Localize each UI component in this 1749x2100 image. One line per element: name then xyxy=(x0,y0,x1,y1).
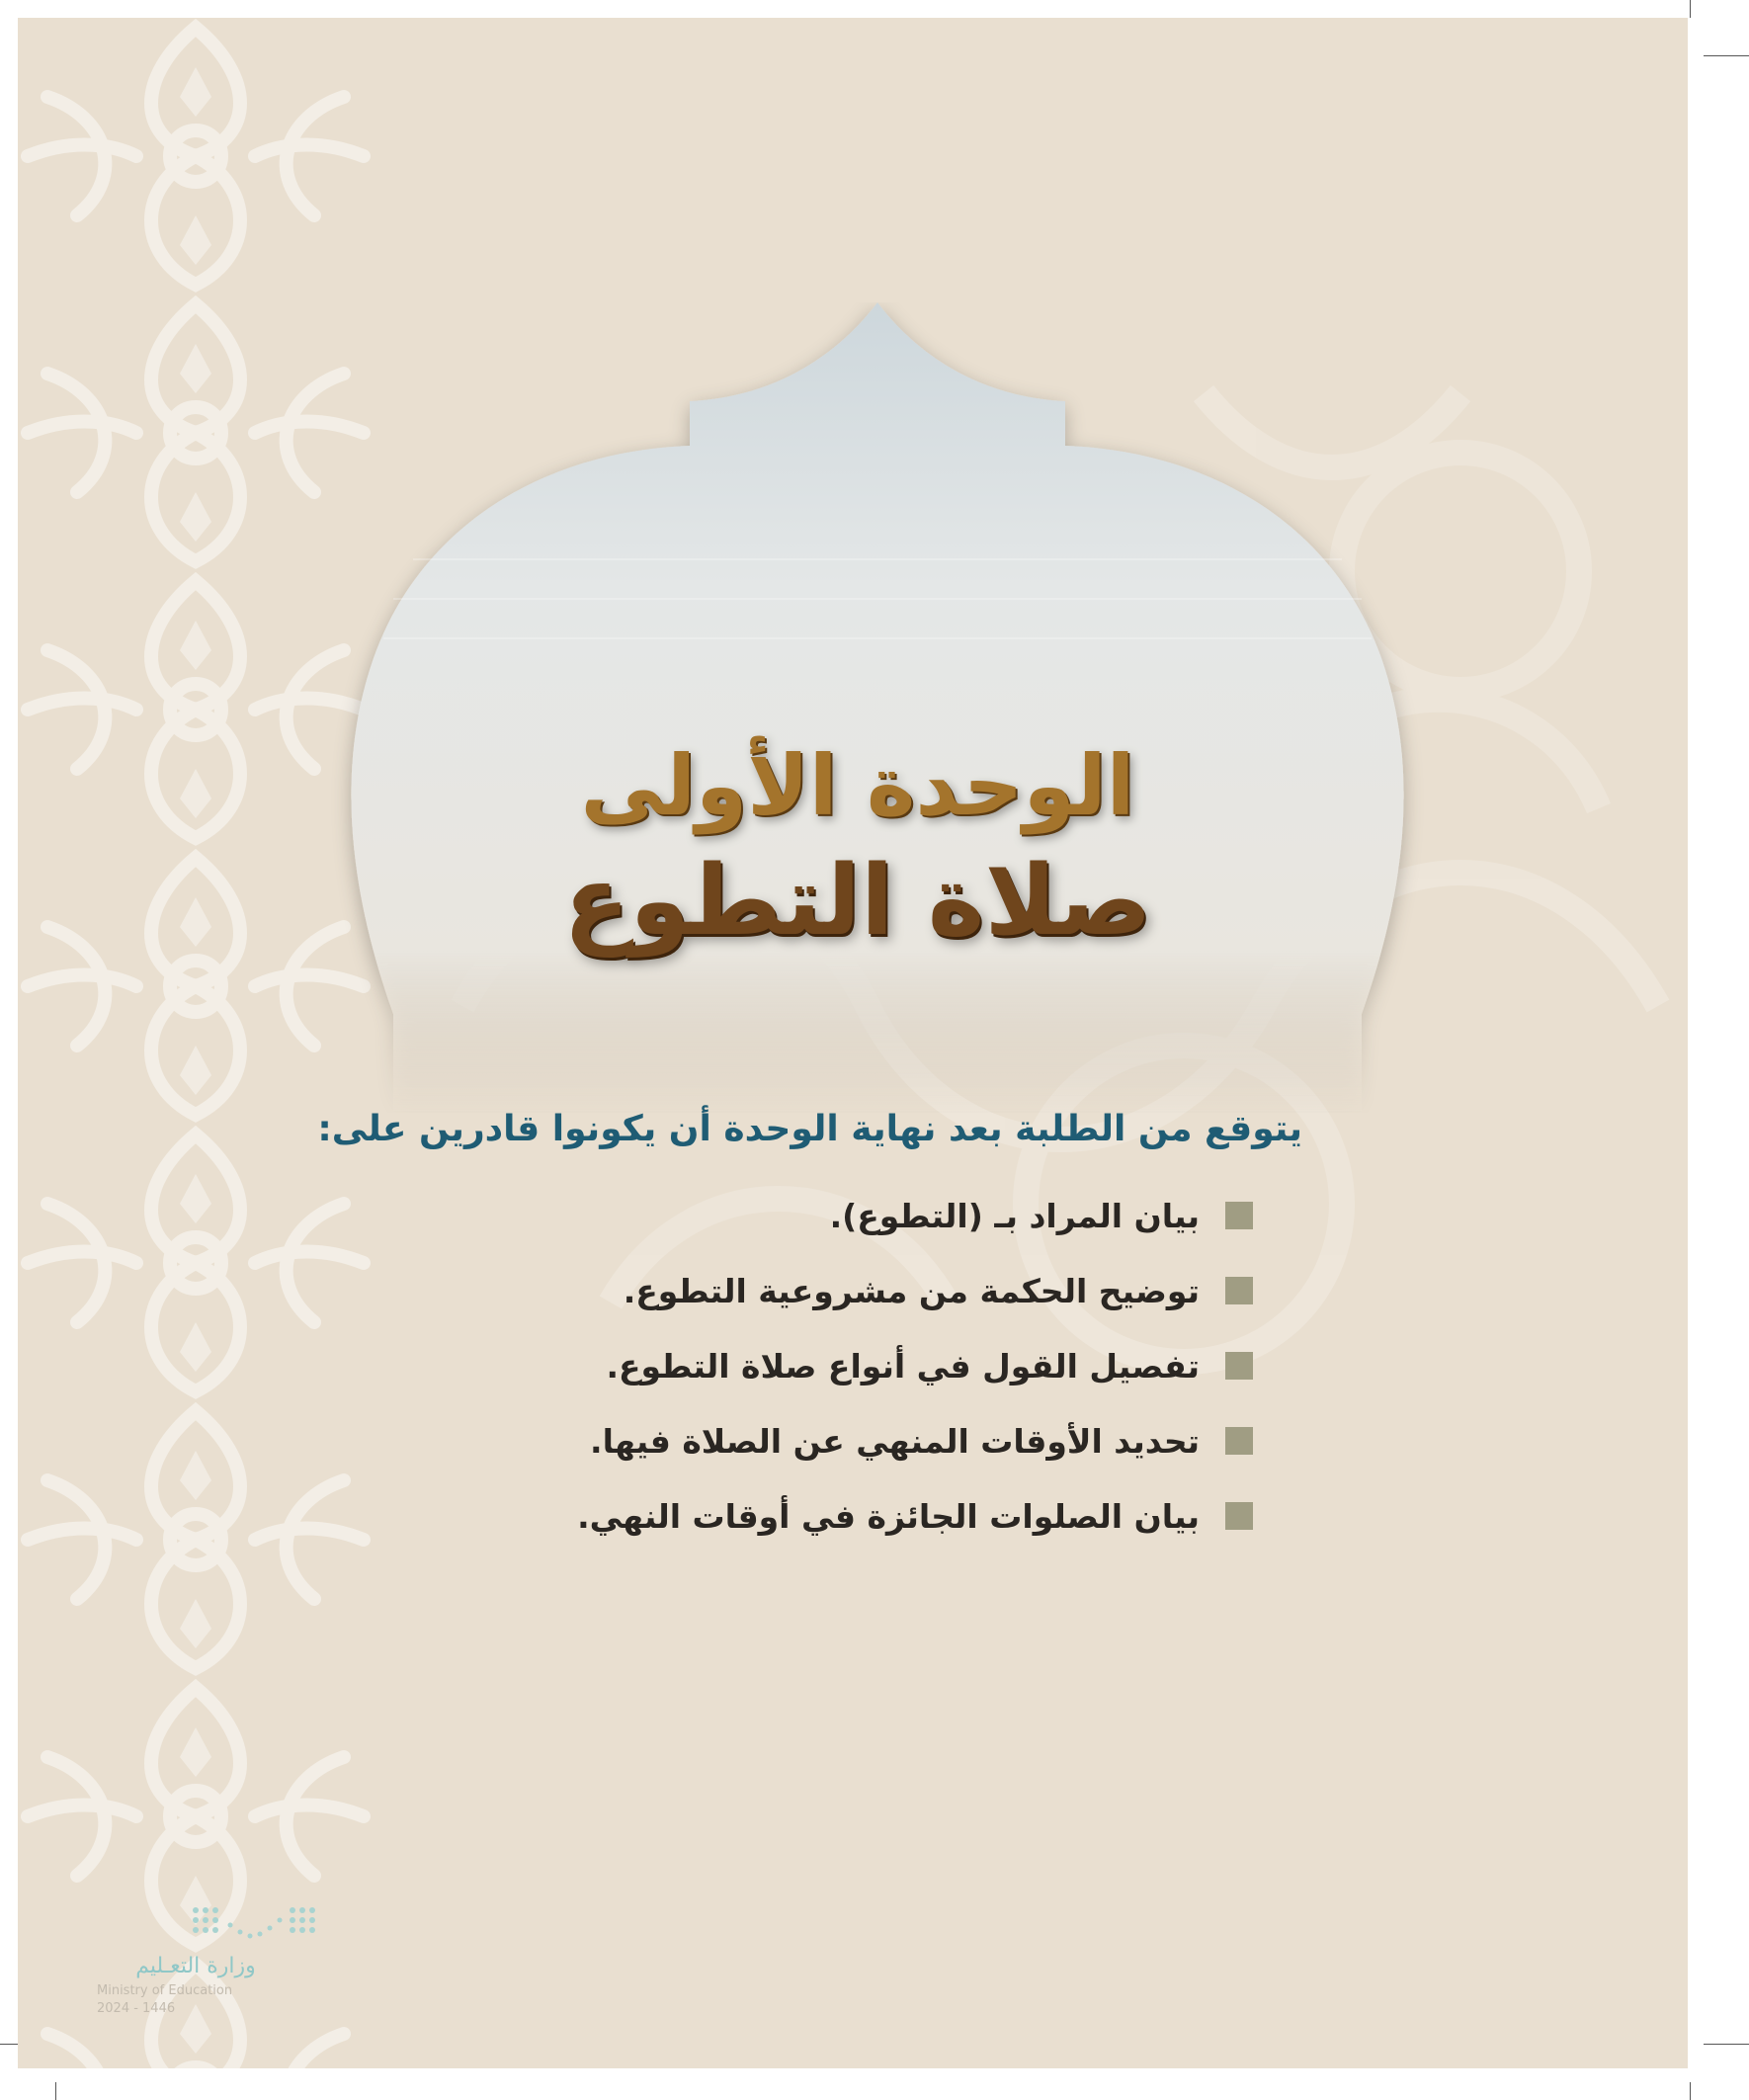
logo-year: 2024 - 1446 xyxy=(97,2001,176,2016)
objective-item xyxy=(314,1253,1253,1328)
square-bullet-icon xyxy=(1225,1502,1253,1530)
square-bullet-icon xyxy=(1225,1277,1253,1304)
dome-frame xyxy=(215,302,1540,1113)
unit-subtitle: صلاة التطوع xyxy=(563,845,1152,958)
objective-text: توضيح الحكمة من مشروعية التطوع. xyxy=(623,1271,1200,1310)
unit-title-block xyxy=(413,734,1302,966)
ministry-logo xyxy=(97,1900,304,2019)
objective-item xyxy=(314,1328,1253,1403)
objective-item xyxy=(314,1178,1253,1253)
objective-item xyxy=(314,1403,1253,1478)
crop-mark xyxy=(0,2044,18,2045)
objective-item xyxy=(314,1478,1253,1554)
learning-objectives xyxy=(314,1105,1302,1554)
ministry-logo-icon xyxy=(186,1900,344,1950)
crop-mark xyxy=(1690,0,1691,18)
square-bullet-icon xyxy=(1225,1202,1253,1229)
logo-name-en: Ministry of Education xyxy=(97,1983,233,1998)
objective-text: تفصيل القول في أنواع صلاة التطوع. xyxy=(606,1346,1200,1386)
crop-mark xyxy=(55,2082,56,2100)
objectives-intro: يتوقع من الطلبة بعد نهاية الوحدة أن يكونوا قادرين على: xyxy=(317,1109,1302,1149)
crop-mark xyxy=(1704,55,1749,56)
crop-mark xyxy=(1690,2082,1691,2100)
square-bullet-icon xyxy=(1225,1352,1253,1380)
unit-title: الوحدة الأولى xyxy=(580,737,1135,834)
objectives-list xyxy=(314,1178,1302,1554)
objective-text: بيان المراد بـ (التطوع). xyxy=(829,1196,1200,1235)
page-background xyxy=(18,18,1688,2068)
objective-text: بيان الصلوات الجائزة في أوقات النهي. xyxy=(577,1496,1200,1536)
logo-name-ar: وزارة التعـليم xyxy=(135,1954,256,1978)
crop-mark xyxy=(1704,2044,1749,2045)
objective-text: تحديد الأوقات المنهي عن الصلاة فيها. xyxy=(590,1421,1200,1461)
square-bullet-icon xyxy=(1225,1427,1253,1455)
